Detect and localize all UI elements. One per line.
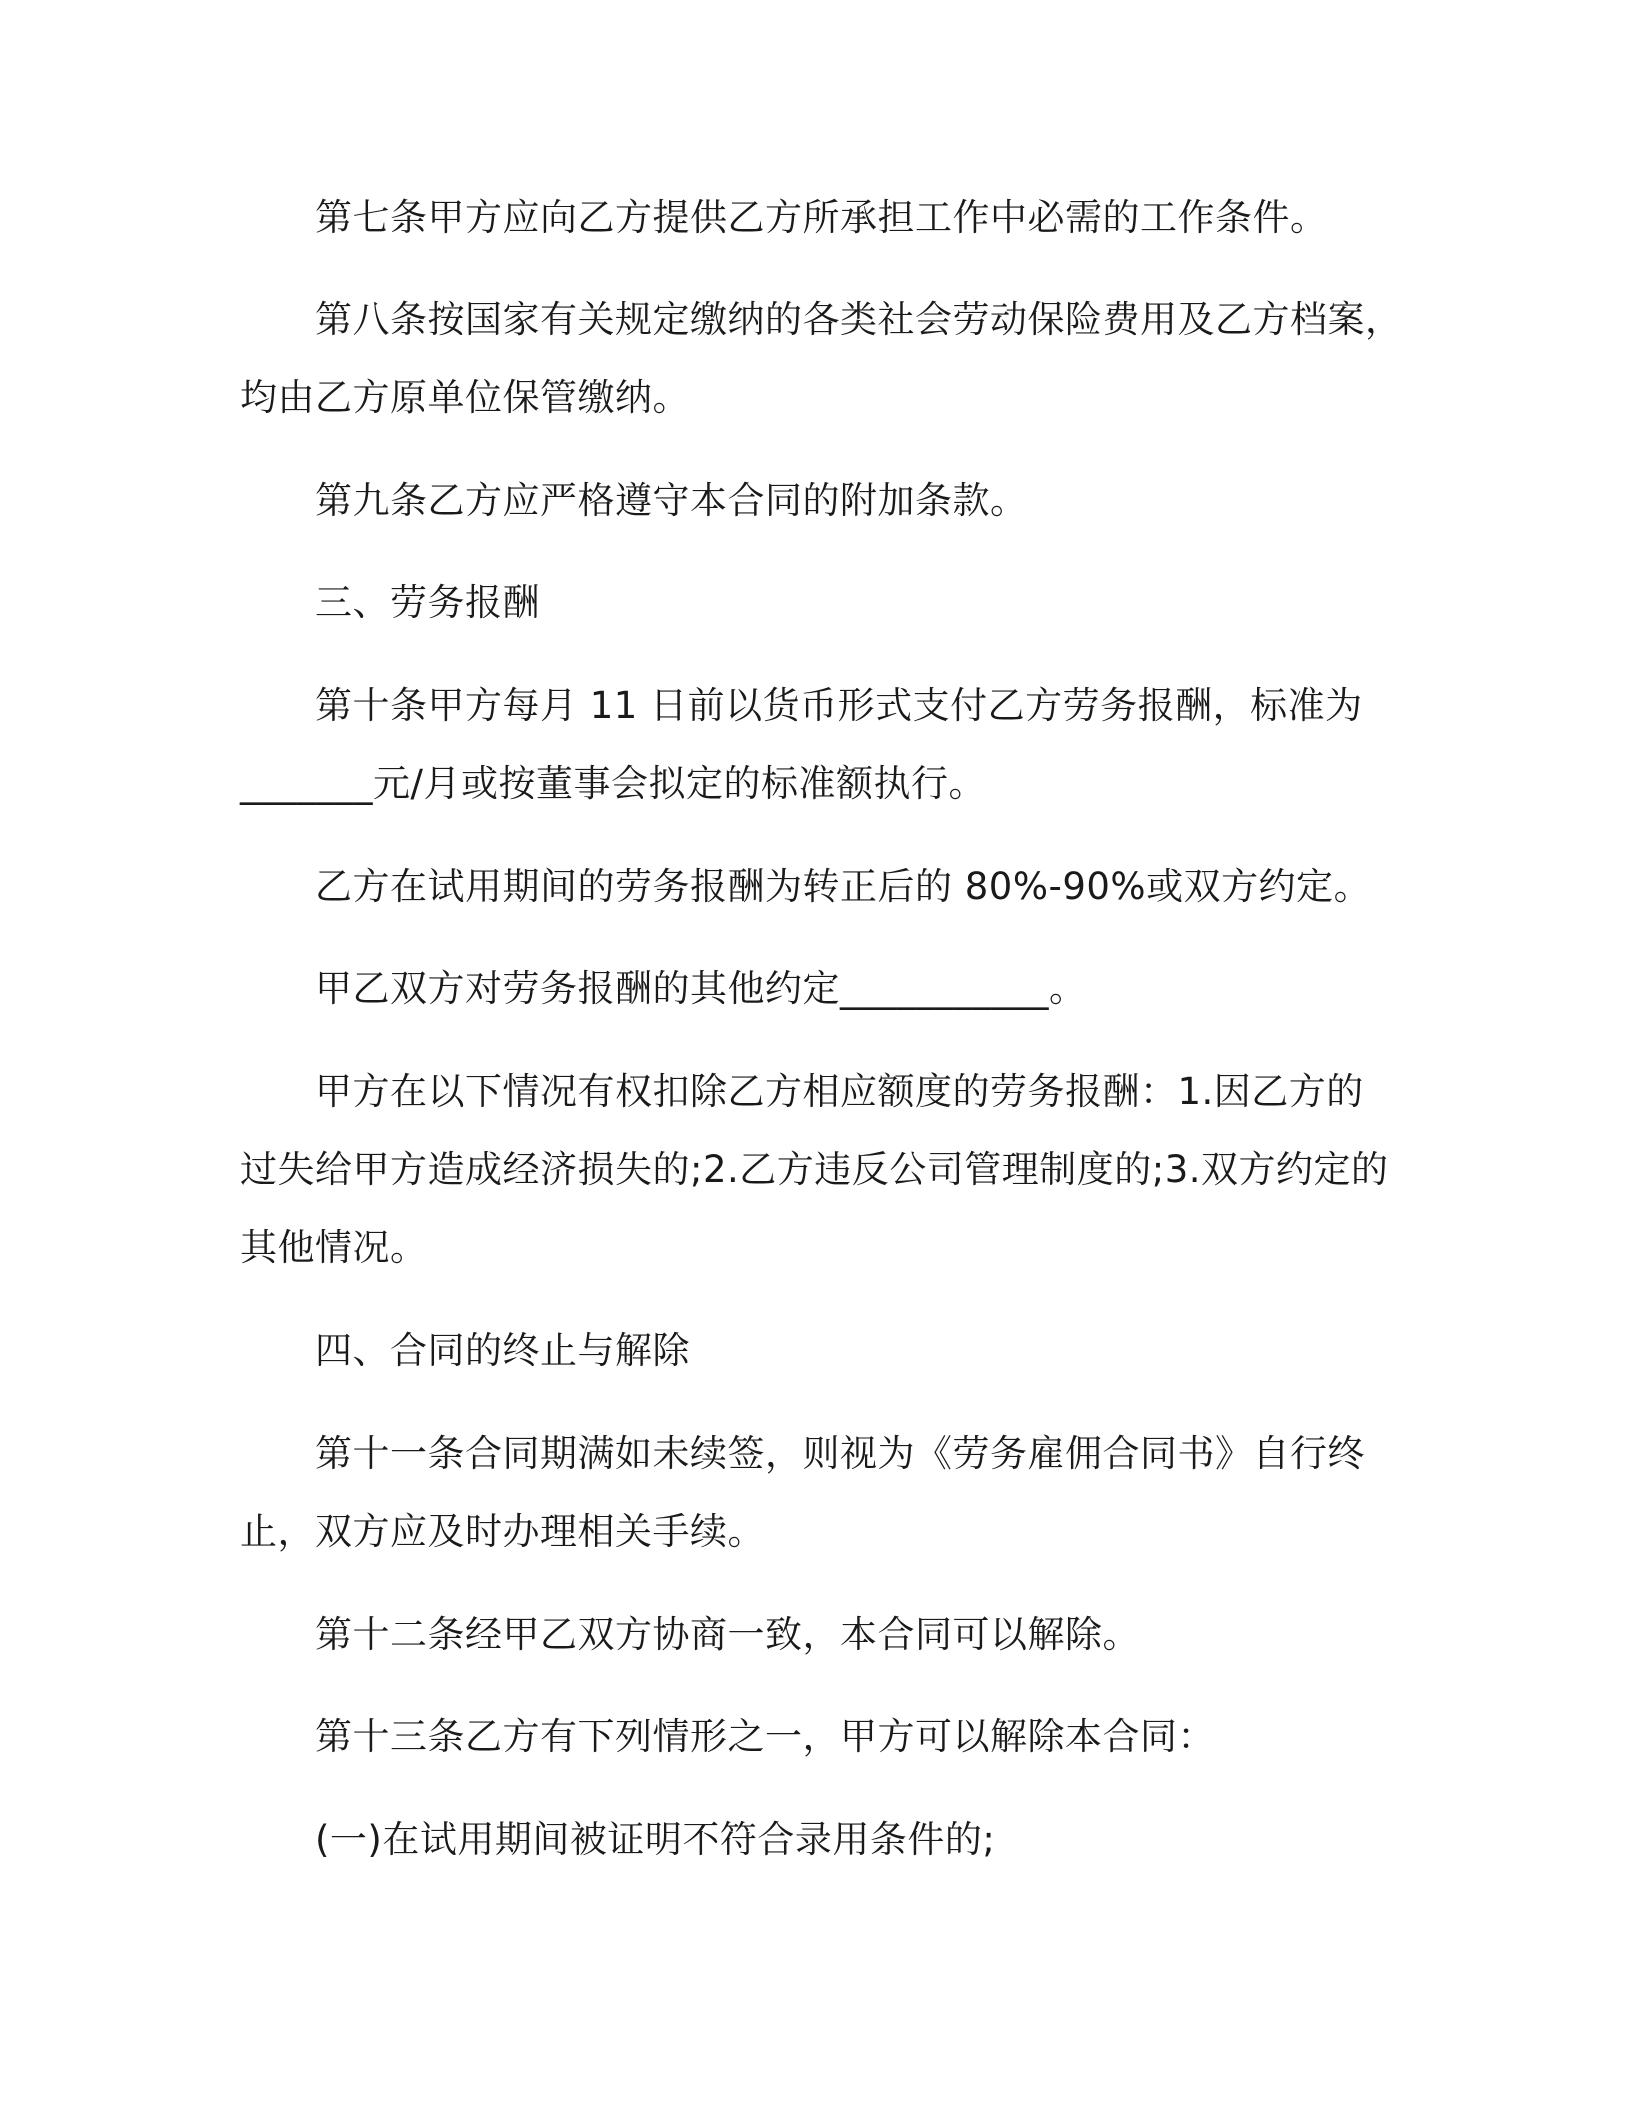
deduction-line-3: 其他情况。 (240, 1226, 428, 1269)
section-heading-4: 四、合同的终止与解除 (315, 1329, 690, 1372)
clause-7: 第七条甲方应向乙方提供乙方所承担工作中必需的工作条件。 (315, 196, 1328, 239)
probation-pay: 乙方在试用期间的劳务报酬为转正后的 80%-90%或双方约定。 (315, 865, 1372, 908)
deduction-line-1: 甲方在以下情况有权扣除乙方相应额度的劳务报酬：1.因乙方的 (315, 1070, 1364, 1113)
clause-13: 第十三条乙方有下列情形之一，甲方可以解除本合同： (315, 1715, 1215, 1758)
section-heading-3: 三、劳务报酬 (315, 581, 540, 624)
deduction-line-2: 过失给甲方造成经济损失的;2.乙方违反公司管理制度的;3.双方约定的 (240, 1148, 1389, 1191)
clause-11-line-1: 第十一条合同期满如未续签，则视为《劳务雇佣合同书》自行终 (315, 1432, 1365, 1475)
clause-8-line-2: 均由乙方原单位保管缴纳。 (240, 376, 690, 419)
clause-11-line-2: 止，双方应及时办理相关手续。 (240, 1510, 765, 1553)
clause-13-item-1: (一)在试用期间被证明不符合录用条件的; (315, 1818, 996, 1861)
clause-10-line-1: 第十条甲方每月 11 日前以货币形式支付乙方劳务报酬，标准为 (315, 684, 1363, 727)
clause-10-line-2: _______元/月或按董事会拟定的标准额执行。 (240, 762, 986, 805)
other-pay-agreement: 甲乙双方对劳务报酬的其他约定___________。 (315, 967, 1087, 1010)
clause-9: 第九条乙方应严格遵守本合同的附加条款。 (315, 479, 1028, 522)
clause-8-line-1: 第八条按国家有关规定缴纳的各类社会劳动保险费用及乙方档案， (315, 298, 1403, 341)
clause-12: 第十二条经甲乙双方协商一致，本合同可以解除。 (315, 1613, 1140, 1656)
